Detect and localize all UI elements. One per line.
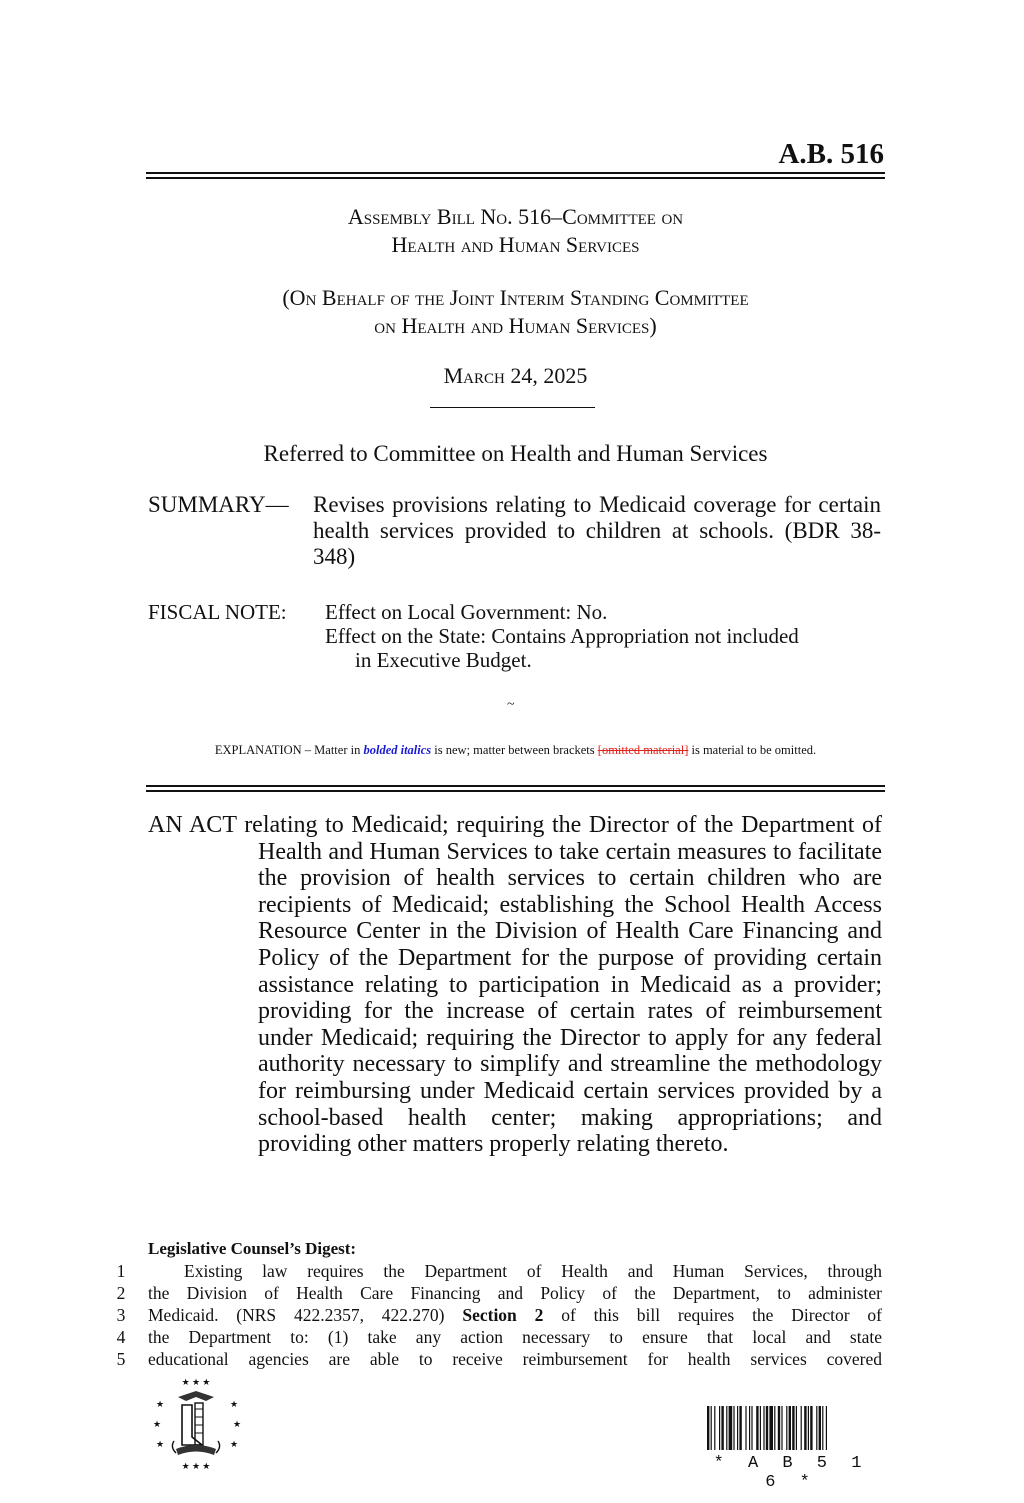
svg-text:★ ★ ★: ★ ★ ★ (181, 1377, 211, 1387)
fiscal-state-effect-line-2: in Executive Budget. (355, 648, 532, 672)
digest-line: Existing law requires the Department of Health and Human Services, through (184, 1261, 882, 1281)
act-body (148, 812, 882, 1158)
digest-row (110, 1348, 882, 1370)
act-text (148, 812, 882, 1158)
summary-text: Revises provisions relating to Medicaid coverage for certain health services provided to children at schools. (BDR 38-348) (313, 492, 881, 569)
on-behalf-line-2: on Health and Human Services) (374, 313, 657, 338)
fiscal-note-label: FISCAL NOTE: (148, 600, 287, 624)
digest-line: educational agencies are able to receive reimbursement for health services covered (148, 1349, 882, 1369)
on-behalf-of (146, 284, 885, 340)
svg-text:★: ★ (156, 1399, 165, 1409)
line-number: 4 (116, 1327, 126, 1347)
act-label: AN ACT (148, 812, 245, 838)
digest-row (110, 1260, 882, 1282)
svg-text:★: ★ (233, 1419, 242, 1429)
referred-to-committee: Referred to Committee on Health and Human Services (263, 441, 768, 466)
digest-row (110, 1282, 882, 1304)
fiscal-state-effect-line-1: Effect on the State: Contains Appropriation not included (325, 624, 799, 648)
explanation-middle: is new; matter between brackets (431, 743, 598, 757)
digest-body (110, 1260, 882, 1370)
line-number: 3 (116, 1305, 126, 1325)
line-number: 2 (116, 1283, 126, 1303)
svg-text:★: ★ (156, 1439, 165, 1449)
svg-text:★ ★ ★: ★ ★ ★ (181, 1461, 211, 1471)
line-number: 5 (116, 1349, 126, 1369)
barcode-text: * A B 5 1 6 * (713, 1454, 869, 1492)
svg-text:★: ★ (153, 1419, 162, 1429)
bill-number: A.B. 516 (778, 138, 884, 170)
digest-line: the Department to: (1) take any action necessary to ensure that local and state (148, 1327, 882, 1347)
bill-date: March 24, 2025 (443, 363, 588, 388)
date-underline (430, 407, 595, 408)
explanation-prefix: EXPLANATION – Matter in (214, 743, 364, 757)
section-tilde: ~ (507, 697, 515, 712)
barcode-icon (707, 1406, 875, 1450)
fiscal-local-effect: Effect on Local Government: No. (325, 600, 608, 624)
act-description: relating to Medicaid; requiring the Director of the Department of Health and Human Services to take certain measures to facilitate the provision of health services to certain children who are recipients of Medicaid; establishing the School Health Access Resource Center in the Division of Health Care Financing and Policy of the Department for the purpose of providing certain assistance relating to participation in Medicaid as a provider; providing for the increase of certain rates of reimbursement under Medicaid; requiring the Director to apply for any federal authority necessary to simplify and streamline the methodology for reimbursing under Medicaid certain services provided by a school-based health center; making appropriations; and providing other matters properly relating thereto. (244, 812, 883, 1158)
digest-line-post: of this bill requires the Director of (543, 1305, 882, 1325)
digest-line-pre: Medicaid. (NRS 422.2357, 422.270) (148, 1305, 463, 1325)
digest-row (110, 1326, 882, 1348)
digest-row (110, 1304, 882, 1326)
bill-title-line-2: Health and Human Services (391, 232, 640, 257)
digest-heading: Legislative Counsel’s Digest: (148, 1239, 357, 1258)
state-seal-icon (148, 1375, 244, 1471)
explanation-double-rule (146, 785, 885, 792)
bill-title (146, 203, 885, 259)
svg-text:★: ★ (230, 1399, 239, 1409)
on-behalf-line-1: (On Behalf of the Joint Interim Standing Committee (282, 285, 749, 310)
line-number: 1 (116, 1261, 126, 1281)
explanation-suffix: is material to be omitted. (688, 743, 817, 757)
digest-line: the Division of Health Care Financing and Policy of the Department, to administer (148, 1283, 882, 1303)
explanation-new-matter: bolded italics (363, 743, 432, 757)
summary-label: SUMMARY— (148, 492, 289, 517)
explanation-omitted-matter: [omitted material] (597, 743, 689, 757)
section-reference: Section 2 (462, 1305, 544, 1325)
header-double-rule (146, 172, 885, 179)
explanation-note (146, 743, 885, 758)
svg-text:★: ★ (230, 1439, 239, 1449)
digest-line (148, 1304, 882, 1326)
bill-title-line-1: Assembly Bill No. 516–Committee on (347, 204, 684, 229)
